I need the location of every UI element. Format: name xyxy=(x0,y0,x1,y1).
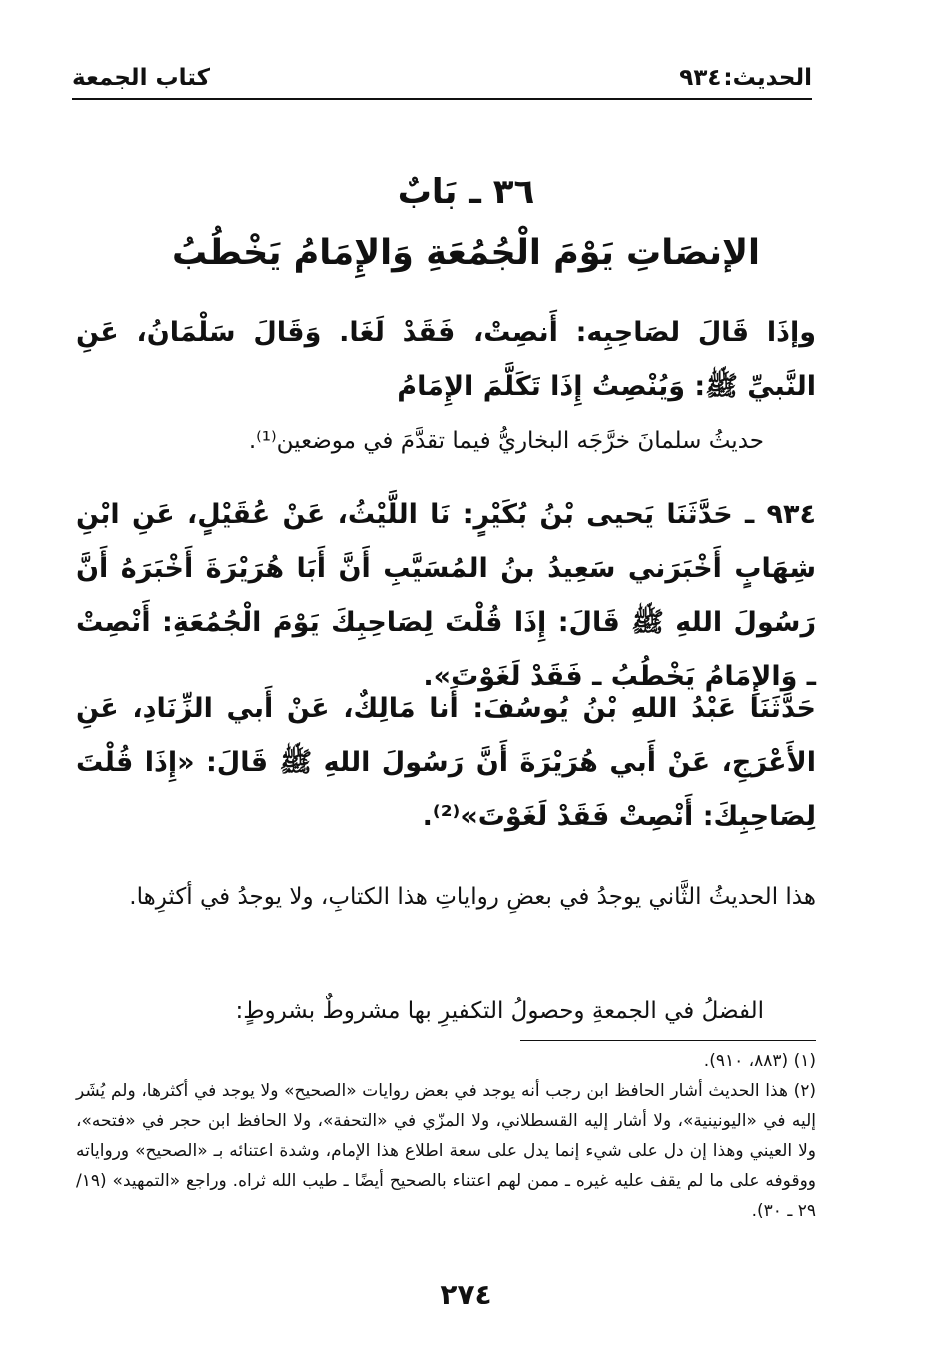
footnote-2: (٢) هذا الحديث أشار الحافظ ابن رجب أنه يوجد في بعض روايات «الصحيح» ولا يوجد في أكثرها، ولم يُشَر إليه في «اليونينية»، ولا أشار إليه القسطلاني، ولا المزّي في «التحفة»، ولا الحافظ ابن حجر في «فتحه»، ولا العيني وهذا إن دل على شيء إنما يدل على سعة اطلاع هذا الإمام، وشدة اعتنائه بـ «الصحيح» ورواياته ووقوفه على ما لم يقف عليه غيره ـ ممن لهم اعتناء بالصحيح أيضًا ـ طيب الله ثراه. وراجع «التمهيد» (١٩/ ٢٩ ـ ٣٠). xyxy=(76,1081,816,1221)
chapter-title: الإنصَاتِ يَوْمَ الْجُمُعَةِ وَالإِمَامُ يَخْطُبُ xyxy=(171,233,761,273)
commentary-paragraph-2: هذا الحديثُ الثَّاني يوجدُ في بعضِ رواياتِ هذا الكتابِ، ولا يوجدُ في أكثرِها. xyxy=(129,884,816,910)
hadith-934: ٩٣٤ ـ حَدَّثَنَا يَحيى بْنُ بُكَيْرٍ: نَا اللَّيْثُ، عَنْ عُقَيْلٍ، عَنِ ابْنِ شِهَابٍ أَخْبَرَني سَعِيدُ بنُ المُسَيَّبِ أَنَّ أَبَا هُرَيْرَةَ أَخْبَرَهُ أَنَّ رَسُولَ اللهِ ﷺ قَالَ: إِذَا قُلْتَ لِصَاحِبِكَ يَوْمَ الْجُمُعَةِ: أَنْصِتْ ـ وَالإِمَامُ يَخْطُبُ ـ فَقَدْ لَغَوْتَ». xyxy=(76,499,816,692)
footnote-1: (١) (٨٨٣، ٩١٠). xyxy=(703,1051,816,1071)
chapter-tarjama: وإذَا قَالَ لصَاحِبِه: أَنصِتْ، فَقَدْ لَغَا. وَقَالَ سَلْمَانُ، عَنِ النَّبيِّ ﷺ: وَيُنْصِتُ إِذَا تَكَلَّمَ الإِمَامُ xyxy=(76,317,816,402)
hadith-label: الحديث: xyxy=(723,65,812,91)
commentary-paragraph-1: حديثُ سلمانَ خرَّجَه البخاريُّ فيما تقدَّمَ في موضعين⁽¹⁾. xyxy=(248,428,764,454)
book-title: كتاب الجمعة xyxy=(72,65,210,91)
page-number: ٢٧٤ xyxy=(440,1278,492,1311)
hadith-second-chain: حَدَّثَنَا عَبْدُ اللهِ بْنُ يُوسُفَ: أَنا مَالِكٌ، عَنْ أَبي الزِّنَادِ، عَنِ الأَعْرَجِ، عَنْ أَبي هُرَيْرَةَ أَنَّ رَسُولَ اللهِ ﷺ قَالَ: «إِذَا قُلْتَ لِصَاحِبِكَ: أَنْصِتْ فَقَدْ لَغَوْتَ»⁽²⁾. xyxy=(76,693,816,832)
footnotes xyxy=(76,1046,816,1226)
hadith-number: ٩٣٤ xyxy=(679,65,722,91)
hadith-reference xyxy=(679,65,812,91)
running-header xyxy=(72,58,812,100)
chapter-number: ٣٦ ـ بَابٌ xyxy=(397,172,535,212)
commentary-paragraph-3: الفضلُ في الجمعةِ وحصولُ التكفيرِ بها مشروطٌ بشروطٍ: xyxy=(235,998,764,1024)
footnote-separator xyxy=(520,1040,816,1041)
